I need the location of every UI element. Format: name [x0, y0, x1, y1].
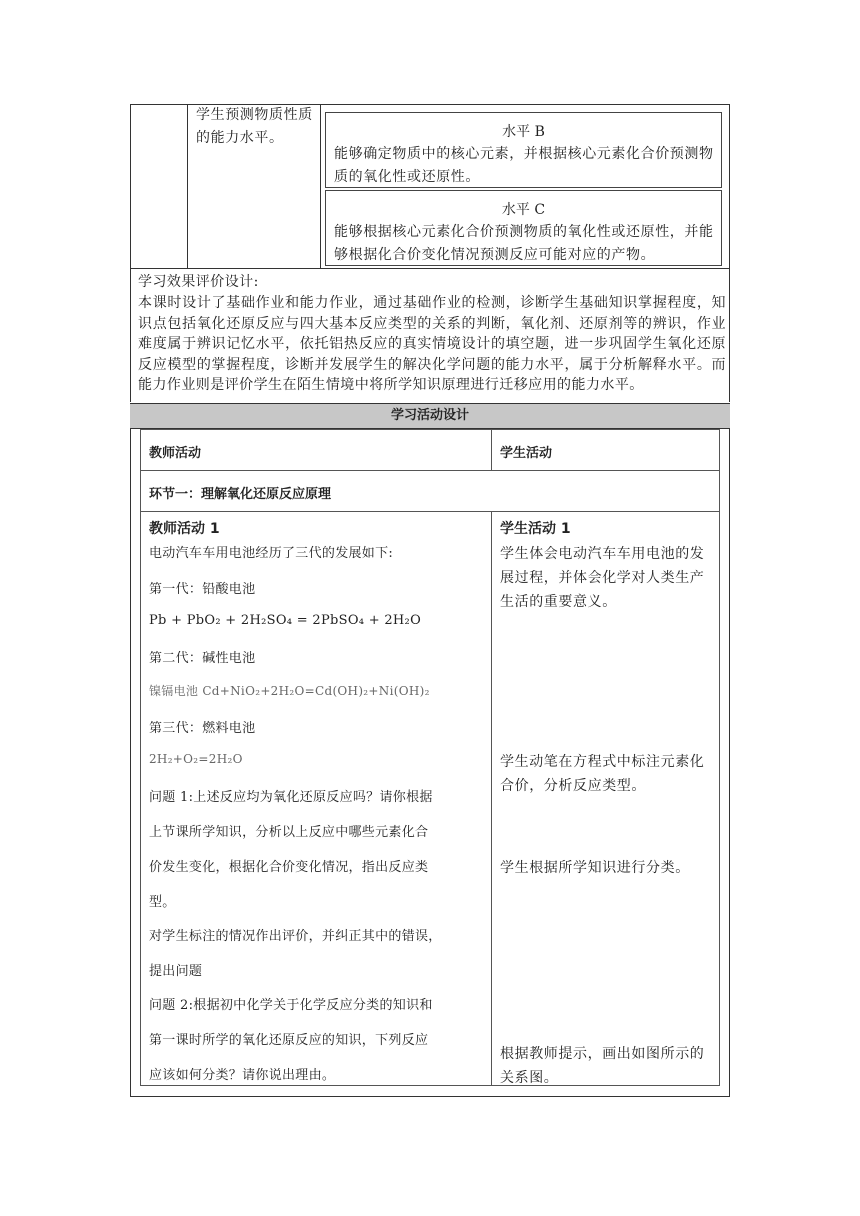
teacher-activity-title: 教师活动 1 — [149, 521, 220, 537]
teacher-header: 教师活动 — [149, 446, 202, 461]
gen3-label: 第三代：燃料电池 — [149, 721, 256, 736]
student-activity-cell — [491, 511, 720, 1086]
ability-cell-text: 学生预测物质性质的能力水平。 — [196, 107, 313, 146]
student-header: 学生活动 — [500, 446, 553, 461]
student-para-4: 根据教师提示，画出如图所示的关系图。 — [500, 1046, 705, 1086]
activity-left-border — [130, 428, 131, 1097]
activity-right-border — [729, 428, 730, 1097]
teacher-intro: 电动汽车车用电池经历了三代的发展如下: — [149, 546, 394, 561]
question-1-line-1: 问题 1:上述反应均为氧化还原反应吗？请你根据 — [149, 790, 433, 805]
student-para-2: 学生动笔在方程式中标注元素化合价，分析反应类型。 — [500, 754, 705, 794]
question-1-line-3: 价发生变化，根据化合价变化情况，指出反应类 — [149, 860, 429, 875]
left-border — [130, 104, 131, 402]
level-c-box — [325, 190, 722, 266]
student-para-1: 学生体会电动汽车车用电池的发展过程，并体会化学对人类生产生活的重要意义。 — [500, 546, 705, 610]
question-2-line-2: 第一课时所学的氧化还原反应的知识，下列反应 — [149, 1033, 429, 1048]
level-b-box — [325, 112, 722, 188]
comment-line-1: 对学生标注的情况作出评价，并纠正其中的错误， — [149, 929, 442, 944]
level-b-title: 水平 B — [502, 124, 545, 140]
activity-table — [140, 429, 720, 1086]
question-1-line-2: 上节课所学知识，分析以上反应中哪些元素化合 — [149, 825, 429, 840]
question-1-line-4: 型。 — [149, 895, 176, 910]
table-bottom-border — [130, 268, 730, 269]
level-c-body: 能够根据核心元素化合价预测物质的氧化性或还原性，并能够根据化合价变化情况预测反应可能对应的产物。 — [334, 224, 714, 263]
student-activity-title: 学生活动 1 — [500, 521, 571, 537]
question-2-line-3: 应该如何分类？请你说出理由。 — [149, 1068, 336, 1083]
col-divider-2 — [320, 104, 321, 269]
activity-bottom-border — [130, 1096, 730, 1097]
stage-title: 环节一：理解氧化还原反应原理 — [149, 487, 332, 502]
evaluation-heading: 学习效果评价设计: — [138, 274, 259, 290]
col-divider-1 — [187, 104, 188, 269]
evaluation-body: 本课时设计了基础作业和能力作业，通过基础作业的检测，诊断学生基础知识掌握程度，知识点包括氧化还原反应与四大基本反应类型的关系的判断，氧化剂、还原剂等的辨识，作业难度属于辨识记忆水平，依托铝热反应的真实情境设计的填空题，进一步巩固学生氧化还原反应模型的掌握程度，诊断并发展学生的解决化学问题的能力水平，属于分析解释水平。而能力作业则是评价学生在陌生情境中将所学知识原理进行迁移应用的能力水平。 — [138, 295, 726, 393]
teacher-activity-cell — [140, 511, 492, 1086]
gen1-label: 第一代：铅酸电池 — [149, 582, 256, 597]
question-2-line-1: 问题 2:根据初中化学关于化学反应分类的知识和 — [149, 998, 433, 1013]
student-header-cell — [491, 429, 720, 471]
comment-line-2: 提出问题 — [149, 964, 203, 979]
teacher-header-cell — [140, 429, 492, 471]
stage-cell — [140, 470, 720, 512]
document-page — [130, 104, 730, 1097]
equation-1: Pb + PbO₂ + 2H₂SO₄ = 2PbSO₄ + 2H₂O — [149, 613, 422, 628]
section-title-bar: 学习活动设计 — [130, 403, 730, 429]
right-border — [729, 104, 730, 402]
student-para-3: 学生根据所学知识进行分类。 — [500, 860, 690, 876]
equation-2: 镍镉电池 Cd+NiO₂+2H₂O=Cd(OH)₂+Ni(OH)₂ — [149, 684, 430, 698]
level-c-title: 水平 C — [501, 202, 546, 218]
level-b-body: 能够确定物质中的核心元素，并根据核心元素化合价预测物质的氧化性或还原性。 — [334, 146, 714, 185]
equation-3: 2H₂+O₂=2H₂O — [149, 752, 243, 766]
gen2-label: 第二代：碱性电池 — [149, 651, 256, 666]
